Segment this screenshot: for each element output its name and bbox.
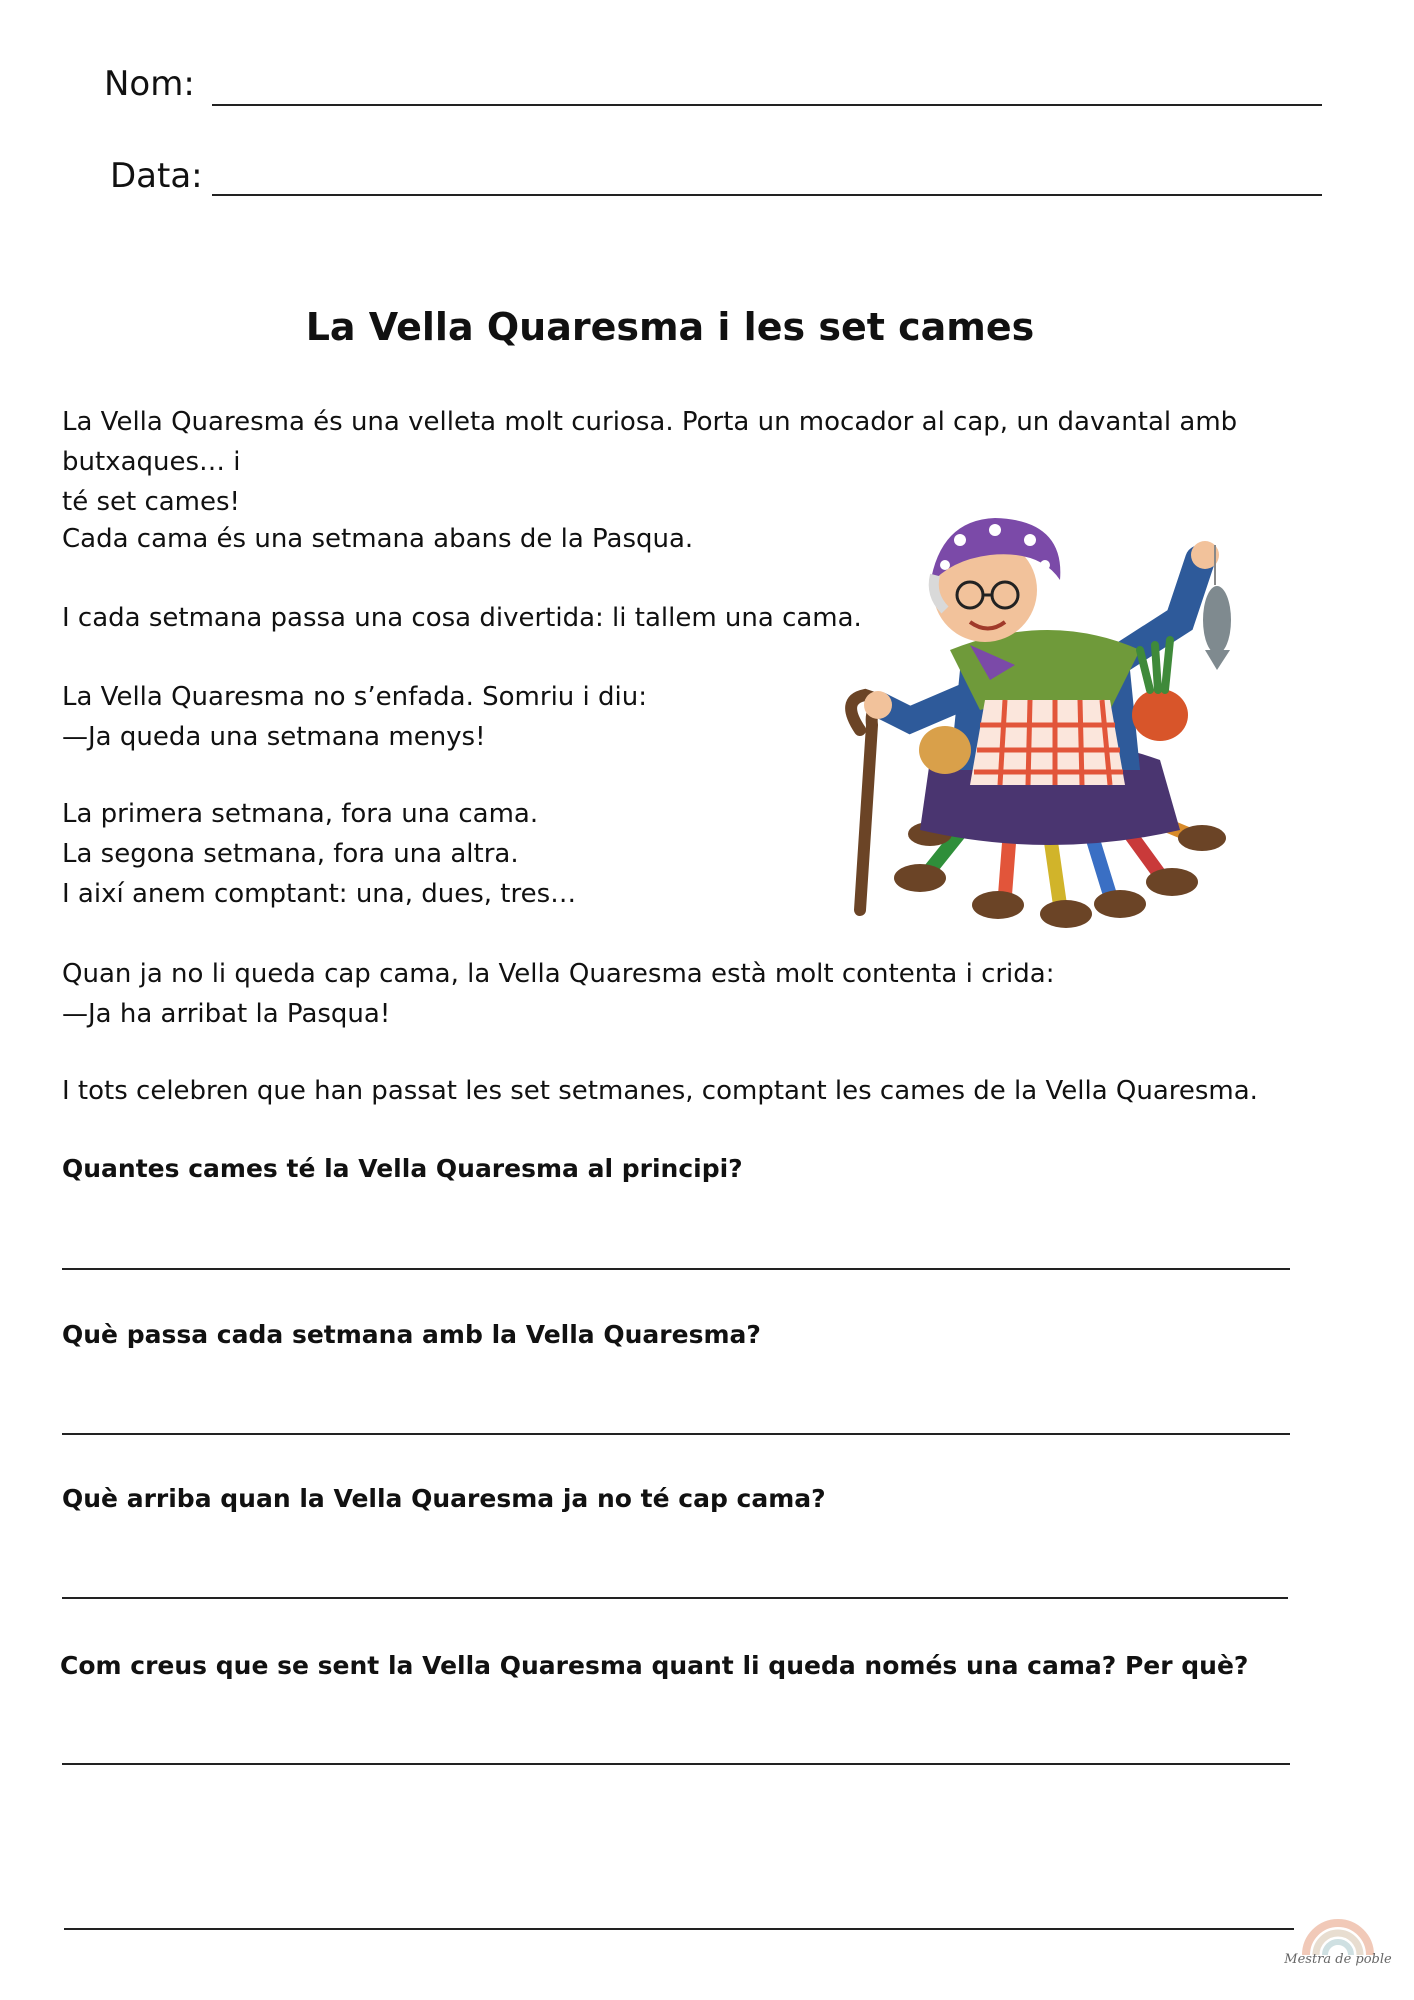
story-line: —Ja ha arribat la Pasqua! <box>62 999 391 1029</box>
story-line: La segona setmana, fora una altra. <box>62 839 519 869</box>
name-field-line[interactable] <box>212 104 1322 106</box>
story-line: I així anem comptant: una, dues, tres… <box>62 879 577 909</box>
story-line: La primera setmana, fora una cama. <box>62 799 539 829</box>
answer-line-5[interactable] <box>64 1928 1294 1930</box>
story-line: La Vella Quaresma no s’enfada. Somriu i diu: <box>62 682 647 712</box>
story-paragraph-6 <box>62 954 1054 1034</box>
story-line: té set cames! <box>62 487 240 517</box>
page-title: La Vella Quaresma i les set cames <box>305 305 1035 349</box>
vella-quaresma-illustration <box>820 500 1290 940</box>
story-paragraph-3: I cada setmana passa una cosa divertida: li tallem una cama. <box>62 603 862 633</box>
story-line: Quan ja no li queda cap cama, la Vella Quaresma està molt contenta i crida: <box>62 959 1055 989</box>
story-paragraph-7: I tots celebren que han passat les set setmanes, comptant les cames de la Vella Quaresma. <box>62 1076 1258 1106</box>
story-paragraph-5 <box>62 794 576 914</box>
story-paragraph-2: Cada cama és una setmana abans de la Pasqua. <box>62 524 694 554</box>
question-4: Com creus que se sent la Vella Quaresma quant li queda només una cama? Per què? <box>60 1651 1249 1680</box>
answer-line-3[interactable] <box>62 1597 1288 1599</box>
date-label: Data: <box>110 156 203 196</box>
story-line: —Ja queda una setmana menys! <box>62 722 486 752</box>
question-1: Quantes cames té la Vella Quaresma al principi? <box>62 1154 743 1183</box>
brand-signature: Mestra de poble <box>1284 1952 1392 1967</box>
name-label: Nom: <box>104 64 195 104</box>
answer-line-4[interactable] <box>62 1763 1290 1765</box>
story-paragraph-4 <box>62 677 647 757</box>
story-line: La Vella Quaresma és una velleta molt curiosa. Porta un mocador al cap, un davantal amb butxaques… i <box>62 407 1238 477</box>
answer-line-2[interactable] <box>62 1433 1290 1435</box>
date-field-line[interactable] <box>212 194 1322 196</box>
question-3: Què arriba quan la Vella Quaresma ja no té cap cama? <box>62 1484 826 1513</box>
answer-line-1[interactable] <box>62 1268 1290 1270</box>
question-2: Què passa cada setmana amb la Vella Quaresma? <box>62 1320 761 1349</box>
